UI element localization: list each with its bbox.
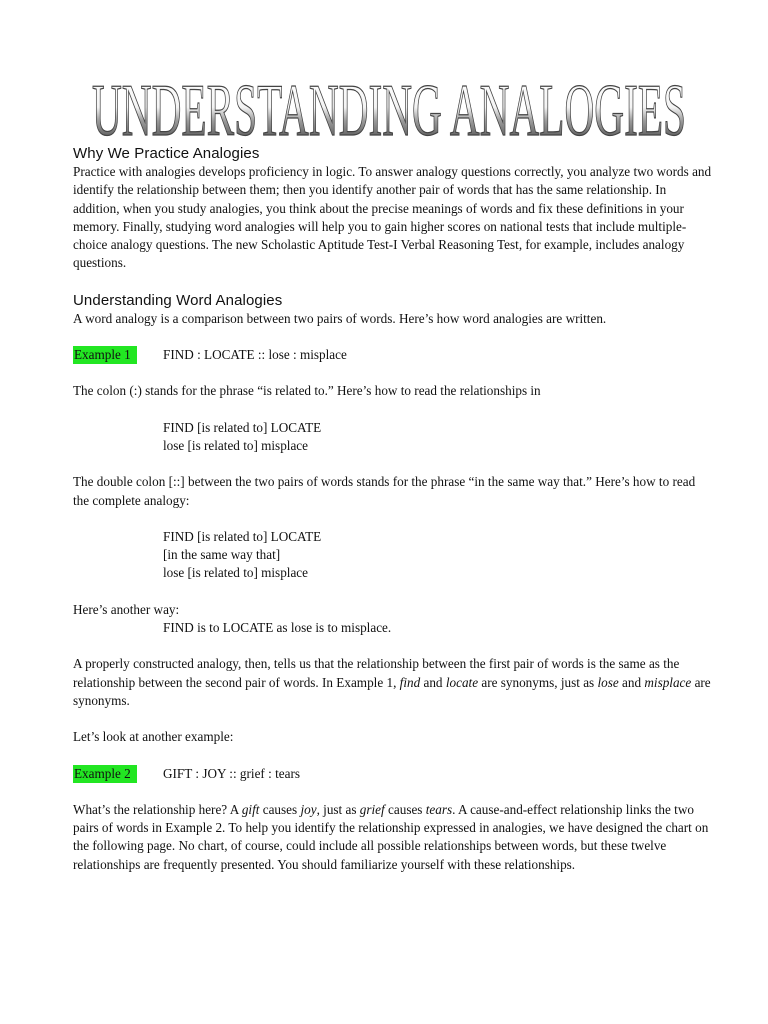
example-1-row (73, 346, 713, 364)
text-run: What’s the relationship here? A (73, 801, 242, 817)
paragraph-double-colon: The double colon [::] between the two pairs of words stands for the phrase “in the same way that.” Here’s how to read the complete analogy: (73, 474, 696, 508)
italic-word: locate (445, 674, 479, 690)
paragraph-colon: The colon (:) stands for the phrase “is related to.” Here’s how to read the relationships in (73, 383, 541, 399)
paragraph-intro: A word analogy is a comparison between two pairs of words. Here’s how word analogies are written. (73, 310, 607, 326)
paragraph-why: Practice with analogies develops proficiency in logic. To answer analogy questions correctly, you analyze two words and identify the relationship between them; then you identify another pair of words that has the same relationship. In addition, when you study analogies, you think about the precise meanings of words and fix these definitions in your memory. Finally, studying word analogies will help you to gain higher scores on national tests that include multiple-choice analogy questions. The new Scholastic Aptitude Test-I Verbal Reasoning Test, for example, includes analogy questions. (73, 164, 712, 271)
another-way-line: FIND is to LOCATE as lose is to misplace. (163, 620, 392, 636)
text-run: A properly constructed analogy, then, tells us that the relationship between the first pair of words is the same as the relationship between the second pair of words. In Example 1, (73, 656, 680, 690)
relationship-line: lose [is related to] misplace (163, 437, 309, 453)
full-analogy-line: lose [is related to] misplace (163, 565, 309, 581)
text-run: and (420, 674, 446, 690)
title-svg (92, 70, 686, 150)
italic-word: misplace (644, 674, 692, 690)
paragraph-lets-look: Let’s look at another example: (73, 729, 234, 745)
text-run: are synonyms. (73, 674, 711, 708)
full-analogy-line: [in the same way that] (163, 547, 281, 563)
relationship-line: FIND [is related to] LOCATE (163, 419, 322, 435)
text-run: are synonyms, just as (478, 674, 598, 690)
section-heading-why: Why We Practice Analogies (73, 145, 260, 162)
example-2-label: Example 2 (73, 765, 137, 783)
page-title-wordart (92, 70, 686, 150)
text-run: . A cause-and-effect relationship links the two pairs of words in Example 2. To help you identify the relationship expressed in analogies, we have designed the chart on the following page. No chart, of course, could include all possible relationships between words, but these twelve relationships are frequently presented. You should familiarize yourself with these relationships. (73, 801, 709, 872)
text-run: causes (259, 801, 301, 817)
example-2-text: GIFT : JOY :: grief : tears (163, 765, 300, 781)
another-way-label: Here’s another way: (73, 601, 180, 617)
relationship-block (73, 419, 713, 456)
example-1-label: Example 1 (73, 346, 137, 364)
italic-word: grief (359, 801, 385, 817)
paragraph-properly (73, 655, 713, 710)
italic-word: joy (300, 801, 317, 817)
italic-word: tears (425, 801, 453, 817)
page-title: UNDERSTANDING ANALOGIES (92, 70, 686, 150)
example-1-text: FIND : LOCATE :: lose : misplace (163, 347, 347, 363)
italic-word: find (399, 674, 421, 690)
example-2-row (73, 765, 713, 783)
section-heading-understanding: Understanding Word Analogies (73, 291, 283, 309)
italic-word: lose (597, 674, 619, 690)
full-analogy-block (73, 528, 713, 583)
document-body (73, 144, 713, 874)
italic-word: gift (241, 801, 260, 817)
paragraph-relationship (73, 801, 713, 874)
text-run: , just as (316, 801, 360, 817)
text-run: and (618, 674, 645, 690)
full-analogy-line: FIND [is related to] LOCATE (163, 528, 322, 544)
text-run: causes (384, 801, 426, 817)
